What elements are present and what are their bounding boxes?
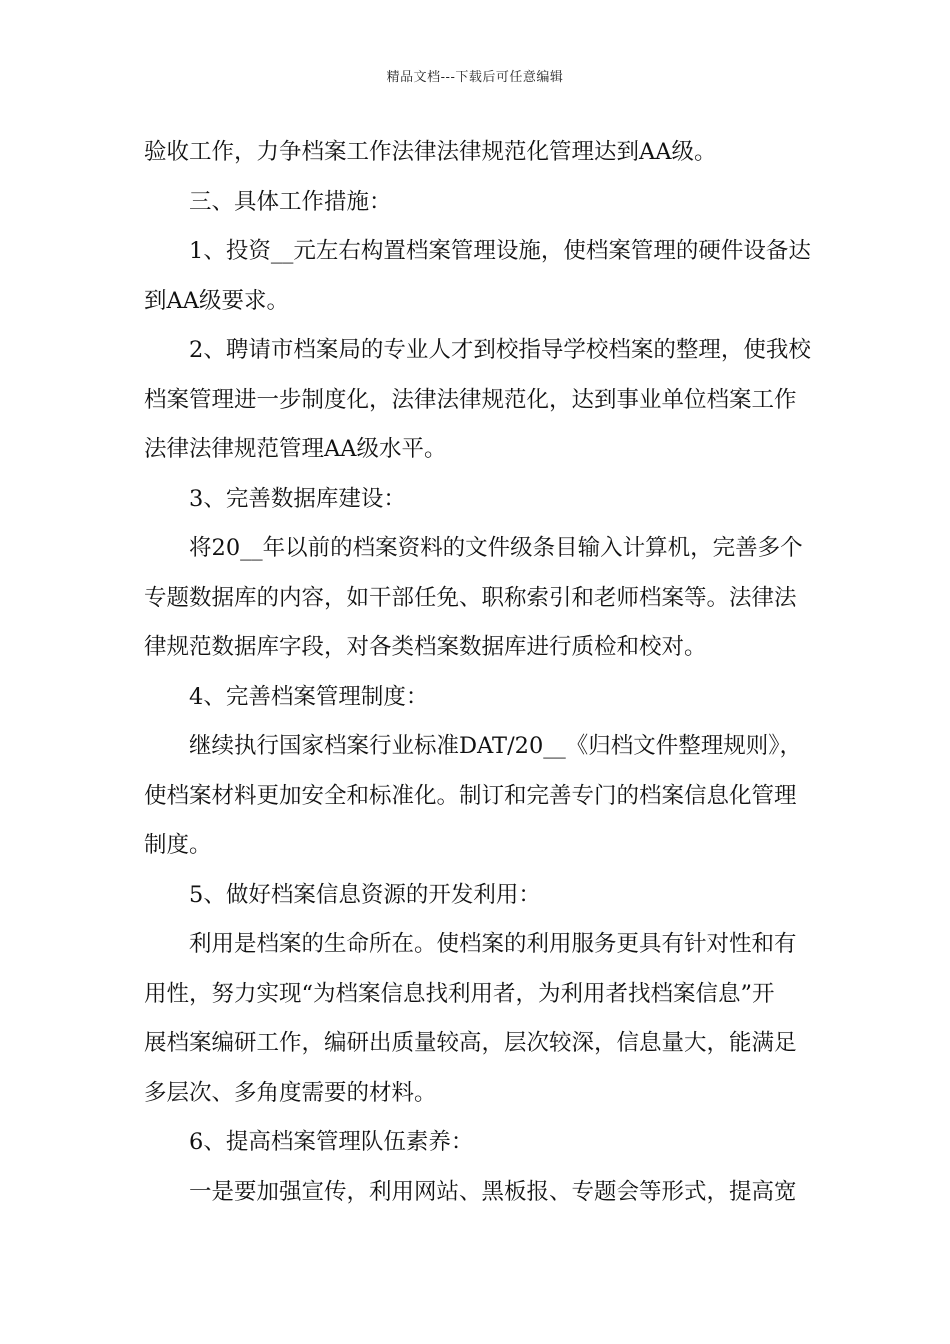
text-line: 专题数据库的内容，如干部任免、职称索引和老师档案等。法律法 xyxy=(144,584,797,611)
text-line: 制度。 xyxy=(144,832,212,858)
text-line: 律规范数据库字段，对各类档案数据库进行质检和校对。 xyxy=(144,634,707,660)
text-line: 一是要加强宣传，利用网站、黑板报、专题会等形式，提高宽 xyxy=(189,1178,797,1205)
text-line: 展档案编研工作，编研出质量较高，层次较深，信息量大，能满足 xyxy=(144,1030,797,1056)
text-line: 到AA级要求。 xyxy=(144,287,289,314)
page-header: 精品文档---下载后可任意编辑 xyxy=(386,70,564,85)
text-line: 验收工作，力争档案工作法律法律规范化管理达到AA级。 xyxy=(144,139,717,165)
text-line: 法律法律规范管理AA级水平。 xyxy=(144,436,447,462)
text-line: 继续执行国家档案行业标准DAT/20__《归档文件整理规则》， xyxy=(189,733,803,759)
text-line: 用性，努力实现“为档案信息找利用者，为利用者找档案信息”开 xyxy=(144,980,775,1007)
text-line: 1、投资__元左右构置档案管理设施，使档案管理的硬件设备达 xyxy=(189,238,811,264)
text-line: 档案管理进一步制度化，法律法律规范化，达到事业单位档案工作 xyxy=(144,386,797,413)
text-line: 将20__年以前的档案资料的文件级条目输入计算机，完善多个 xyxy=(189,535,803,561)
text-line: 5、做好档案信息资源的开发利用： xyxy=(189,881,541,908)
text-line: 三、具体工作措施： xyxy=(189,188,392,215)
text-line: 4、完善档案管理制度： xyxy=(189,683,429,710)
text-line: 6、提高档案管理队伍素养： xyxy=(189,1129,474,1155)
text-line: 3、完善数据库建设： xyxy=(189,485,406,512)
text-line: 多层次、多角度需要的材料。 xyxy=(144,1079,437,1106)
document-body xyxy=(144,128,812,1217)
text-line: 2、聘请市档案局的专业人才到校指导学校档案的整理，使我校 xyxy=(189,337,811,363)
text-line: 利用是档案的生命所在。使档案的利用服务更具有针对性和有 xyxy=(189,931,797,957)
text-line: 使档案材料更加安全和标准化。制订和完善专门的档案信息化管理 xyxy=(144,782,797,809)
